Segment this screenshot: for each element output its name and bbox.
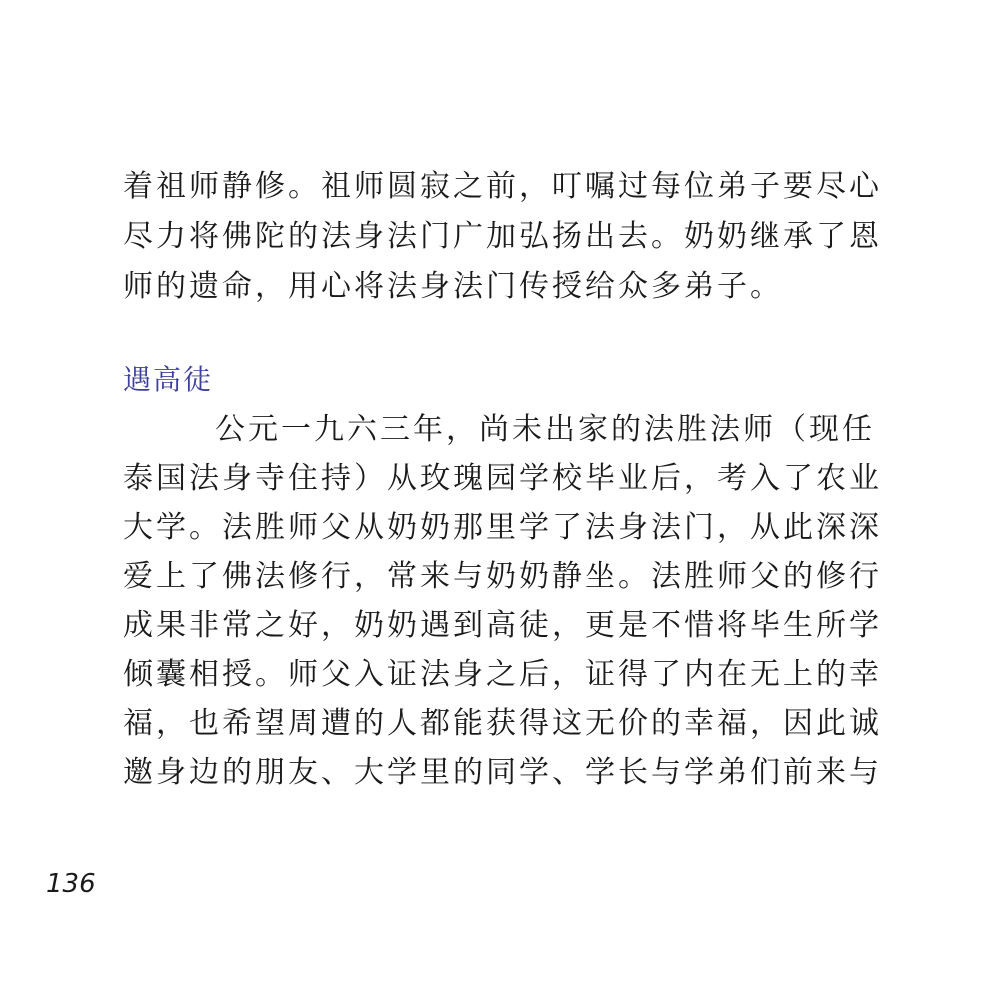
section-heading: 遇高徒 <box>123 363 214 396</box>
paragraph2-line: 大学。法胜师父从奶奶那里学了法身法门，从此深深 <box>123 510 882 545</box>
paragraph1-line: 师的遗命，用心将法身法门传授给众多弟子。 <box>123 269 783 304</box>
paragraph2-line: 爱上了佛法修行，常来与奶奶静坐。法胜师父的修行 <box>123 559 882 594</box>
paragraph2-line: 泰国法身寺住持）从玫瑰园学校毕业后，考入了农业 <box>123 461 882 496</box>
paragraph2-line: 公元一九六三年，尚未出家的法胜法师（现任 <box>215 412 875 447</box>
paragraph2-line: 倾囊相授。师父入证法身之后，证得了内在无上的幸 <box>123 657 882 692</box>
paragraph2-line: 邀身边的朋友、大学里的同学、学长与学弟们前来与 <box>123 755 882 790</box>
paragraph1-line: 着祖师静修。祖师圆寂之前，叮嘱过每位弟子要尽心 <box>123 169 882 204</box>
paragraph2-line: 福，也希望周遭的人都能获得这无价的幸福，因此诚 <box>123 706 882 741</box>
paragraph1-line: 尽力将佛陀的法身法门广加弘扬出去。奶奶继承了恩 <box>123 219 882 254</box>
page-number: 136 <box>46 869 96 899</box>
paragraph2-line: 成果非常之好，奶奶遇到高徒，更是不惜将毕生所学 <box>123 608 882 643</box>
